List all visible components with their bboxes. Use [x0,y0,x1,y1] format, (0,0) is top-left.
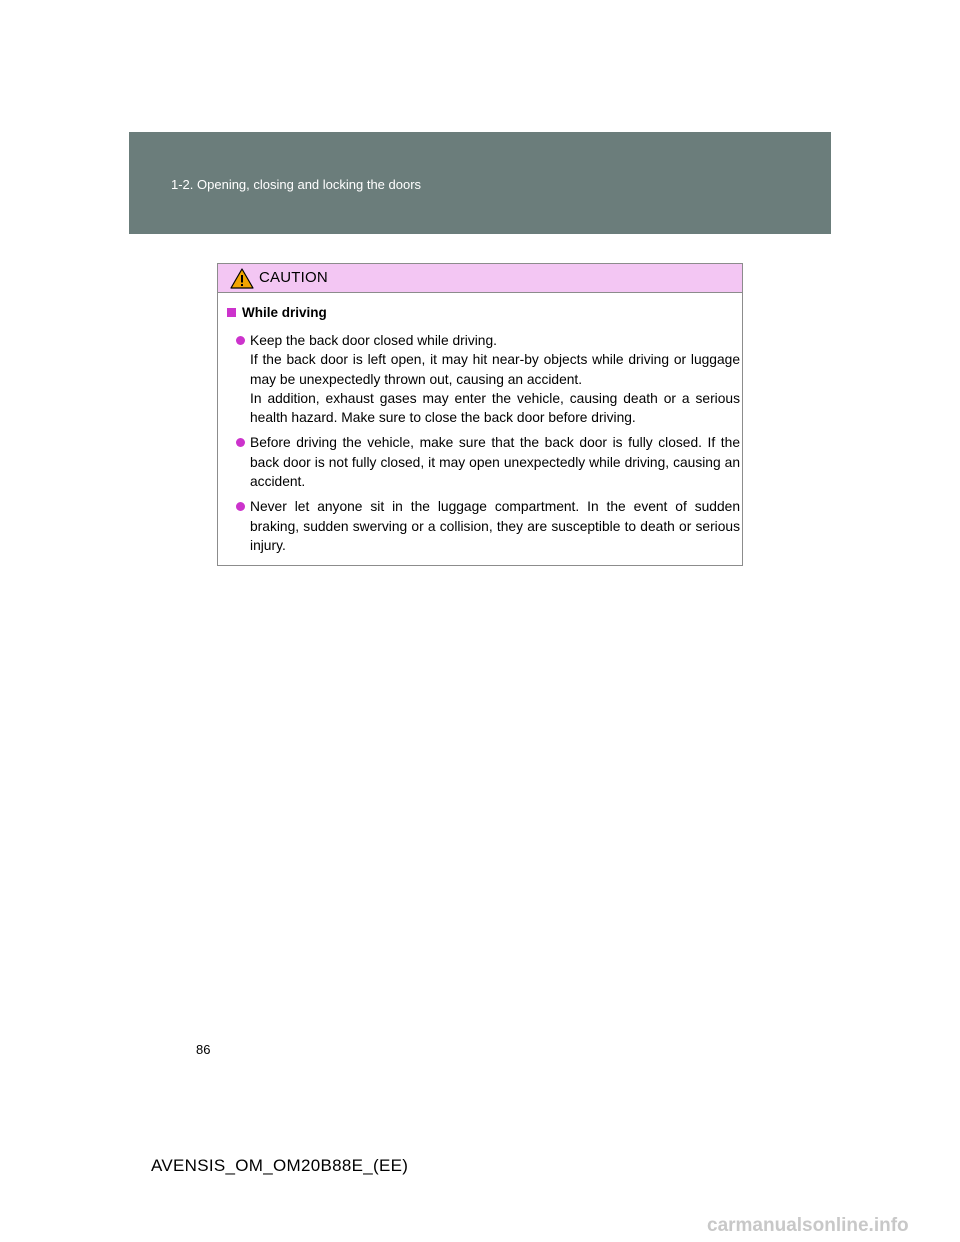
item-paragraph: Keep the back door closed while driving. [250,333,497,348]
round-bullet-icon [236,336,245,345]
caution-box [217,263,743,566]
watermark: carmanualsonline.info [707,1215,909,1236]
item-paragraph: In addition, exhaust gases may enter the vehicle, causing death or a serious health hazard. Make sure to close the back door before driving. [250,390,740,426]
list-item [235,331,740,427]
list-item [235,433,740,491]
caution-label: CAUTION [259,269,328,286]
round-bullet-icon [236,438,245,447]
item-paragraph: Never let anyone sit in the luggage compartment. In the event of sudden braking, sudden swerving or a collision, they are susceptible to death or serious injury. [250,499,740,553]
square-bullet-icon [227,308,236,317]
header-band [129,132,831,234]
caution-list [235,331,740,561]
caution-heading [227,305,327,320]
list-item [235,497,740,555]
caution-header [218,264,742,293]
item-paragraph: If the back door is left open, it may hit near-by objects while driving or luggage may be unexpectedly thrown out, causing an accident. [250,352,740,387]
item-paragraph: Before driving the vehicle, make sure that the back door is fully closed. If the back door is not fully closed, it may open unexpectedly while driving, causing an accident. [250,435,740,490]
round-bullet-icon [236,502,245,511]
section-title: 1-2. Opening, closing and locking the doors [171,177,422,192]
warning-triangle-icon [230,268,254,289]
page-number: 86 [196,1042,211,1057]
footer-code: AVENSIS_OM_OM20B88E_(EE) [151,1156,409,1175]
caution-heading-text: While driving [242,305,327,320]
